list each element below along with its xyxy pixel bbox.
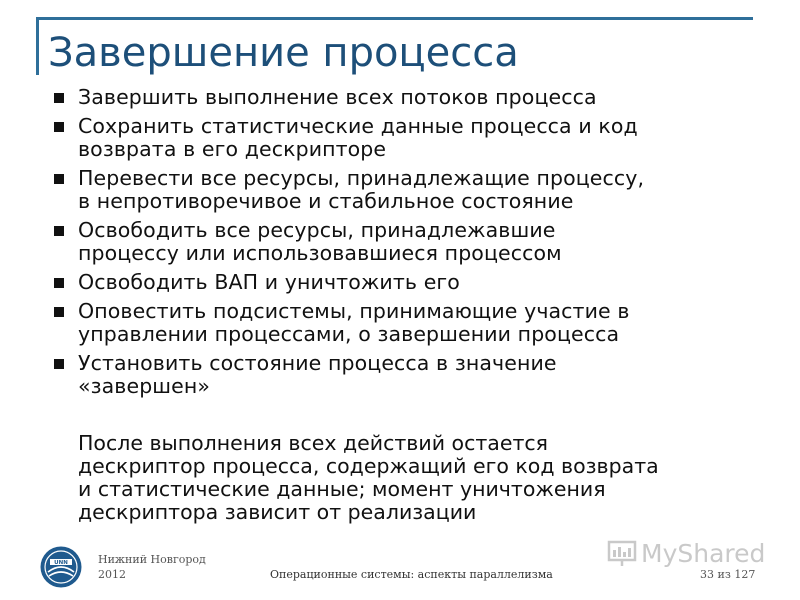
title-frame-top bbox=[36, 17, 753, 20]
title-frame-left bbox=[36, 17, 39, 75]
square-bullet-icon bbox=[54, 359, 64, 369]
summary-line: После выполнения всех действий остается bbox=[78, 431, 549, 455]
bullet-item bbox=[52, 300, 762, 346]
bullet-text-continued: возврата в его дескрипторе bbox=[78, 137, 387, 161]
bullet-item bbox=[52, 167, 762, 213]
page-number: 33 из 127 bbox=[700, 568, 756, 581]
bullet-text: Завершить выполнение всех потоков процесса bbox=[78, 85, 597, 109]
bullet-item bbox=[52, 115, 762, 161]
footer-year: 2012 bbox=[98, 568, 126, 581]
bullet-text: Сохранить статистические данные процесса и код bbox=[78, 114, 638, 138]
bullet-text: Перевести все ресурсы, принадлежащие процессу, bbox=[78, 166, 645, 190]
square-bullet-icon bbox=[54, 307, 64, 317]
bullet-item bbox=[52, 86, 762, 109]
presentation-screen-icon bbox=[607, 540, 637, 568]
bullet-item bbox=[52, 219, 762, 265]
watermark-text: MyShared bbox=[641, 539, 766, 568]
bullet-text: Установить состояние процесса в значение bbox=[78, 351, 557, 375]
summary-line: дескриптора зависит от реализации bbox=[78, 500, 477, 524]
bullet-text-continued: управлении процессами, о завершении процесса bbox=[78, 322, 620, 346]
square-bullet-icon bbox=[54, 174, 64, 184]
bullet-text-continued: «завершен» bbox=[78, 374, 211, 398]
square-bullet-icon bbox=[54, 93, 64, 103]
bullet-text-continued: в непротиворечивое и стабильное состояние bbox=[78, 189, 574, 213]
bullet-text-continued: процессу или использовавшиеся процессом bbox=[78, 241, 562, 265]
footer-city: Нижний Новгород bbox=[98, 553, 206, 566]
bullet-item bbox=[52, 271, 762, 294]
footer-course-title: Операционные системы: аспекты параллелизма bbox=[270, 568, 553, 581]
summary-line: дескриптор процесса, содержащий его код возврата bbox=[78, 454, 659, 478]
bullet-text: Освободить ВАП и уничтожить его bbox=[78, 270, 460, 294]
unn-logo-icon bbox=[39, 545, 83, 589]
square-bullet-icon bbox=[54, 122, 64, 132]
watermark bbox=[607, 539, 765, 568]
bullet-item bbox=[52, 352, 762, 398]
square-bullet-icon bbox=[54, 226, 64, 236]
logo-text: UNN bbox=[54, 560, 68, 567]
summary-line: и статистические данные; момент уничтожения bbox=[78, 477, 606, 501]
bullet-text: Оповестить подсистемы, принимающие участие в bbox=[78, 299, 630, 323]
slide-title: Завершение процесса bbox=[48, 30, 519, 76]
summary-paragraph bbox=[78, 432, 768, 524]
square-bullet-icon bbox=[54, 278, 64, 288]
bullet-list bbox=[52, 86, 762, 404]
bullet-text: Освободить все ресурсы, принадлежавшие bbox=[78, 218, 556, 242]
